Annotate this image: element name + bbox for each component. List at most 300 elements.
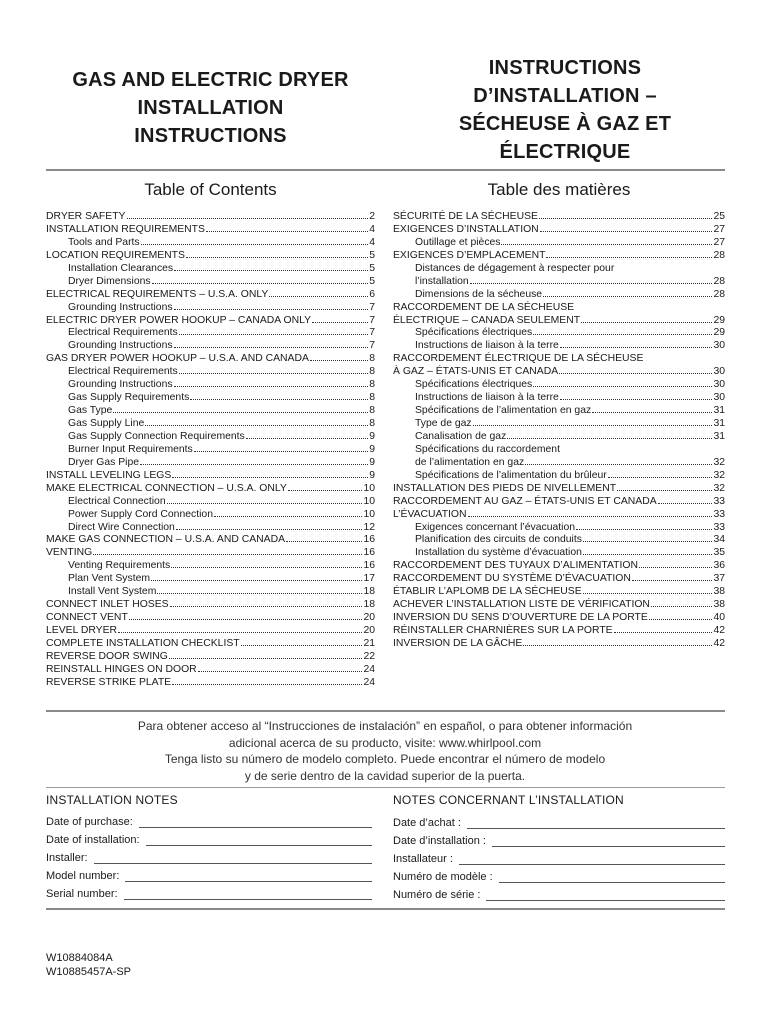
toc-entry-label: Outillage et pièces [415,236,501,248]
toc-page-number: 28 [713,288,725,300]
toc-entry[interactable] [46,586,375,599]
title-line: INSTRUCTIONS [134,125,287,147]
toc-entry-label: Spécifications de l’alimentation en gaz [415,405,592,417]
toc-leader-dots [533,334,712,335]
toc-page-number: 32 [713,469,725,481]
toc-entry[interactable] [393,457,725,470]
toc-entry-label: ACHEVER L’INSTALLATION LISTE DE VÉRIFICATION [393,599,650,611]
toc-entry[interactable] [393,509,725,522]
toc-leader-dots [169,658,363,659]
toc-entry[interactable] [46,366,375,379]
toc-entry[interactable] [393,560,725,573]
toc-entry[interactable] [46,379,375,392]
toc-entry[interactable] [46,560,375,573]
toc-entry[interactable] [393,599,725,612]
toc-leader-dots [559,373,712,374]
toc-entry[interactable] [393,470,725,483]
toc-entry[interactable] [46,677,375,690]
toc-page-number: 29 [713,314,725,326]
title-line: INSTRUCTIONS [488,57,642,79]
toc-leader-dots [118,632,362,633]
toc-leader-dots [614,632,713,633]
toc-leader-dots [608,477,713,478]
toc-entry-label: RACCORDEMENT DES TUYAUX D’ALIMENTATION [393,560,638,572]
toc-entry[interactable] [46,276,375,289]
toc-entry-label: À GAZ – ÉTATS-UNIS ET CANADA [393,366,559,378]
toc-page-number: 31 [713,430,725,442]
divider-top [46,169,725,171]
toc-page-number: 42 [713,637,725,649]
installation-notes-heading: INSTALLATION NOTES [46,793,178,807]
toc-leader-dots [206,231,368,232]
info-line: Tenga listo su número de modelo completo. Puede encontrar el número de modelo [164,752,606,766]
toc-leader-dots [658,503,713,504]
divider-notes [46,787,725,788]
toc-entry[interactable] [393,444,725,457]
toc-leader-dots [617,490,712,491]
toc-page-number: 25 [713,211,725,222]
divider-middle [46,710,725,712]
toc-entry-label: Distances de dégagement à respecter pour [415,262,615,274]
toc-entry-label: ÉTABLIR L’APLOMB DE LA SÉCHEUSE [393,586,582,598]
toc-entry-label: LOCATION REQUIREMENTS [46,249,185,261]
toc-leader-dots [194,451,368,452]
toc-entry[interactable] [393,431,725,444]
toc-leader-dots [583,541,713,542]
numero-de-serie-field[interactable] [393,887,725,901]
field-label: Numéro de modèle : [393,871,493,883]
model-number-field[interactable] [46,868,372,882]
toc-leader-dots [140,464,368,465]
toc-entry[interactable] [46,263,375,276]
toc-entry[interactable] [393,302,725,315]
toc-page-number: 10 [363,495,375,507]
toc-entry-label: Installation du système d’évacuation [415,547,582,559]
toc-entry[interactable] [393,289,725,302]
toc-entry-label: RACCORDEMENT DE LA SÉCHEUSE [393,301,575,313]
toc-entry[interactable] [46,315,375,328]
toc-entry[interactable] [46,353,375,366]
toc-entry[interactable] [393,612,725,625]
field-label: Numéro de série : [393,889,481,901]
toc-entry-label: Dryer Dimensions [68,275,151,287]
toc-entry-label: COMPLETE INSTALLATION CHECKLIST [46,637,240,649]
document-number-sp: W10885457A-SP [46,966,131,978]
toc-page-number: 10 [363,482,375,494]
toc-entry-label: REINSTALL HINGES ON DOOR [46,663,197,675]
toc-leader-dots [523,645,712,646]
toc-leader-dots [179,373,368,374]
toc-entry[interactable] [393,263,725,276]
spanish-info-text [100,718,670,784]
toc-entry[interactable] [46,340,375,353]
toc-entry-label: RACCORDEMENT ÉLECTRIQUE DE LA SÉCHEUSE [393,353,644,365]
toc-entry[interactable] [393,405,725,418]
title-line: ÉLECTRIQUE [499,141,631,163]
toc-leader-dots [172,477,368,478]
toc-leader-dots [171,567,362,568]
toc-page-number: 18 [363,586,375,598]
toc-leader-dots [649,619,713,620]
field-label: Installer: [46,852,88,864]
toc-entry-label: Canalisation de gaz [415,430,507,442]
field-line[interactable] [139,817,372,828]
field-line[interactable] [146,835,372,846]
toc-leader-dots [592,412,712,413]
toc-leader-dots [533,386,712,387]
toc-entry-label: INVERSION DU SENS D’OUVERTURE DE LA PORTE [393,612,648,624]
toc-entry-label: Spécifications électriques [415,379,533,391]
toc-leader-dots [172,684,362,685]
toc-entry-label: Exigences concernant l’évacuation [415,521,575,533]
toc-page-number: 30 [713,340,725,352]
toc-entry-label: Power Supply Cord Connection [68,508,213,520]
toc-page-number: 18 [363,599,375,611]
field-line[interactable] [492,836,725,847]
toc-entry-label: Burner Input Requirements [68,443,193,455]
toc-entry-label: CONNECT INLET HOSES [46,599,169,611]
toc-page-number: 42 [713,625,725,636]
toc-entry-label: Gas Supply Connection Requirements [68,430,245,442]
toc-entry[interactable] [46,638,375,651]
toc-entry-label: SÉCURITÉ DE LA SÉCHEUSE [393,211,538,222]
toc-heading-french: Table des matières [487,180,631,199]
toc-page-number: 37 [713,573,725,585]
toc-entry[interactable] [46,405,375,418]
toc-leader-dots [127,218,369,219]
toc-entry[interactable] [46,612,375,625]
toc-page-number: 8 [369,366,375,378]
toc-page-number: 28 [713,275,725,287]
toc-page-number: 34 [713,534,725,546]
toc-entry-label: INSTALLATION REQUIREMENTS [46,223,205,235]
toc-leader-dots [310,360,368,361]
title-line: SÉCHEUSE À GAZ ET [458,113,672,135]
toc-entry-label: L’ÉVACUATION [393,508,467,520]
toc-entry-label: Dryer Gas Pipe [68,456,140,468]
toc-leader-dots [129,619,363,620]
field-line[interactable] [467,818,725,829]
toc-leader-dots [507,438,712,439]
toc-leader-dots [198,671,363,672]
toc-leader-dots [632,580,713,581]
toc-entry[interactable] [393,276,725,289]
info-line: y de serie dentro de la cavidad superior de la puerta. [244,768,526,783]
toc-page-number: 20 [363,625,375,636]
title-english [46,66,375,150]
toc-leader-dots [241,645,363,646]
installateur-field[interactable] [393,851,725,865]
toc-leader-dots [543,296,712,297]
toc-entry[interactable] [393,573,725,586]
toc-leader-dots [539,218,713,219]
toc-entry-label: Instructions de liaison à la terre [415,392,559,404]
toc-page-number: 8 [369,353,375,365]
toc-entry-label: Grounding Instructions [68,379,173,391]
toc-leader-dots [560,399,713,400]
toc-entry[interactable] [46,599,375,612]
toc-entry-label: MAKE ELECTRICAL CONNECTION – U.S.A. ONLY [46,482,287,494]
toc-entry-label: ÉLECTRIQUE – CANADA SEULEMENT [393,314,581,326]
toc-leader-dots [93,554,362,555]
field-label: Installateur : [393,853,453,865]
toc-entry[interactable] [393,392,725,405]
field-label: Date d’installation : [393,835,486,847]
toc-entry[interactable] [393,353,725,366]
toc-leader-dots [473,425,713,426]
toc-entry-label: CONNECT VENT [46,612,128,624]
toc-page-number: 9 [369,469,375,481]
toc-entry-label: Install Vent System [68,586,157,598]
toc-leader-dots [583,593,713,594]
toc-page-number: 27 [713,236,725,248]
toc-page-number: 7 [369,301,375,313]
toc-entry-label: INSTALLATION DES PIEDS DE NIVELLEMENT [393,482,617,494]
toc-page-number: 16 [363,560,375,572]
field-line[interactable] [486,890,725,901]
toc-page-number: 9 [369,456,375,468]
toc-entry-label: Spécifications du raccordement [415,443,560,455]
toc-entry[interactable] [393,418,725,431]
toc-entry-label: RACCORDEMENT DU SYSTÈME D’ÉVACUATION [393,573,631,585]
toc-entry-label: Spécifications électriques [415,327,533,339]
toc-heading-english: Table of Contents [144,180,277,199]
toc-page-number: 8 [369,379,375,391]
toc-leader-dots [651,606,713,607]
toc-page-number: 4 [369,223,375,235]
toc-page-number: 10 [363,508,375,520]
toc-entry[interactable] [46,496,375,509]
field-line[interactable] [94,853,372,864]
toc-leader-dots [170,606,363,607]
toc-page-number: 8 [369,405,375,417]
toc-leader-dots [145,425,368,426]
toc-entry[interactable] [46,509,375,522]
toc-entry[interactable] [393,625,725,638]
toc-entry-label: EXIGENCES D’EMPLACEMENT [393,249,546,261]
toc-entry[interactable] [393,379,725,392]
title-french [420,54,710,166]
toc-leader-dots [152,283,369,284]
toc-entry[interactable] [46,444,375,457]
toc-entry[interactable] [393,211,725,224]
toc-entry-label: Gas Supply Line [68,418,145,429]
toc-entry-label: Electrical Connection [68,495,166,507]
toc-entry-label: ELECTRICAL REQUIREMENTS – U.S.A. ONLY [46,288,269,300]
toc-entry[interactable] [393,483,725,496]
toc-page-number: 31 [713,405,725,417]
serial-number-field[interactable] [46,886,372,900]
toc-page-number: 33 [713,508,725,520]
toc-entry-label: Planification des circuits de conduits [415,534,582,546]
toc-entry[interactable] [46,664,375,677]
toc-entry[interactable] [46,457,375,470]
toc-page-number: 29 [713,327,725,339]
toc-page-number: 32 [713,482,725,494]
toc-entry[interactable] [46,547,375,560]
title-line: D’INSTALLATION – [473,85,657,107]
toc-page-number: 24 [363,676,375,688]
toc-entry-label: REVERSE DOOR SWING [46,650,168,662]
toc-entry[interactable] [46,289,375,302]
toc-page-number: 5 [369,249,375,261]
toc-entry-label: Spécifications de l’alimentation du brûleur [415,469,607,481]
toc-entry[interactable] [393,522,725,535]
toc-leader-dots [501,244,712,245]
date-installation-field[interactable] [393,833,725,847]
toc-leader-dots [179,334,368,335]
toc-entry[interactable] [393,366,725,379]
toc-entry[interactable] [393,638,725,651]
toc-page-number: 20 [363,612,375,624]
field-line[interactable] [125,871,372,882]
toc-leader-dots [113,412,368,413]
toc-entry[interactable] [393,250,725,263]
toc-entry[interactable] [46,625,375,638]
toc-leader-dots [468,516,713,517]
toc-entry-label: l’installation [415,275,469,287]
toc-entry[interactable] [46,431,375,444]
toc-entry[interactable] [46,573,375,586]
toc-page-number: 7 [369,340,375,352]
toc-page-number: 35 [713,547,725,559]
toc-entry[interactable] [393,224,725,237]
toc-page-number: 5 [369,262,375,274]
field-label: Date d’achat : [393,817,461,829]
toc-list-english [46,211,375,690]
date-achat-field[interactable] [393,815,725,829]
toc-entry[interactable] [393,340,725,353]
toc-entry-label: Type de gaz [415,418,472,429]
toc-page-number: 40 [713,612,725,624]
toc-entry[interactable] [46,250,375,263]
document-number: W10884084A [46,952,113,964]
toc-page-number: 16 [363,534,375,546]
field-label: Date of installation: [46,834,140,846]
toc-entry[interactable] [46,237,375,250]
toc-leader-dots [581,322,712,323]
toc-page-number: 4 [369,236,375,248]
toc-leader-dots [174,270,368,271]
field-line[interactable] [499,872,725,883]
toc-leader-dots [288,490,363,491]
toc-entry-label: Instructions de liaison à la terre [415,340,559,352]
toc-leader-dots [157,593,362,594]
toc-page-number: 36 [713,560,725,572]
toc-entry[interactable] [46,392,375,405]
toc-entry-label: Gas Type [68,405,113,417]
toc-entry[interactable] [393,496,725,509]
toc-entry[interactable] [46,534,375,547]
toc-entry-label: DRYER SAFETY [46,211,126,222]
toc-entry[interactable] [46,522,375,535]
toc-leader-dots [167,503,363,504]
toc-entry-label: RÉINSTALLER CHARNIÈRES SUR LA PORTE [393,625,613,636]
toc-page-number: 33 [713,495,725,507]
toc-leader-dots [639,567,712,568]
toc-leader-dots [190,399,368,400]
toc-page-number: 32 [713,456,725,468]
toc-list-french [393,211,725,651]
toc-leader-dots [312,322,368,323]
toc-entry-label: INVERSION DE LA GÂCHE [393,637,523,649]
toc-leader-dots [576,529,712,530]
toc-entry[interactable] [46,327,375,340]
date-of-installation-field[interactable] [46,832,372,846]
toc-leader-dots [214,516,362,517]
toc-entry[interactable] [393,534,725,547]
toc-entry[interactable] [393,586,725,599]
toc-entry-label: Gas Supply Requirements [68,392,190,404]
info-line: adicional acerca de su producto, visite: www.whirlpool.com [228,735,542,750]
toc-page-number: 9 [369,430,375,442]
toc-page-number: 30 [713,379,725,391]
toc-entry-label: Electrical Requirements [68,327,178,339]
toc-entry[interactable] [46,211,375,224]
toc-leader-dots [269,296,368,297]
field-line[interactable] [459,854,725,865]
toc-entry-label: Venting Requirements [68,560,171,572]
toc-entry[interactable] [46,224,375,237]
toc-page-number: 22 [363,650,375,662]
numero-de-modele-field[interactable] [393,869,725,883]
toc-leader-dots [174,347,369,348]
field-line[interactable] [124,889,372,900]
toc-page-number: 28 [713,249,725,261]
toc-page-number: 38 [713,586,725,598]
installer-field[interactable] [46,850,372,864]
toc-entry-label: Grounding Instructions [68,340,173,352]
toc-leader-dots [286,541,362,542]
toc-entry[interactable] [393,327,725,340]
toc-entry-label: Direct Wire Connection [68,521,175,533]
toc-entry[interactable] [46,418,375,431]
date-of-purchase-field[interactable] [46,814,372,828]
toc-entry-label: Plan Vent System [68,573,151,585]
toc-page-number: 8 [369,418,375,429]
toc-page-number: 17 [363,573,375,585]
toc-page-number: 21 [363,637,375,649]
toc-entry[interactable] [393,237,725,250]
toc-page-number: 30 [713,366,725,378]
toc-entry-label: Grounding Instructions [68,301,173,313]
toc-entry-label: Installation Clearances [68,262,174,274]
toc-entry[interactable] [46,651,375,664]
toc-leader-dots [246,438,368,439]
toc-entry-label: MAKE GAS CONNECTION – U.S.A. AND CANADA [46,534,286,546]
toc-entry-label: RACCORDEMENT AU GAZ – ÉTATS-UNIS ET CANADA [393,495,657,507]
toc-page-number: 33 [713,521,725,533]
title-line: INSTALLATION [137,97,284,119]
toc-leader-dots [546,257,712,258]
toc-entry[interactable] [46,302,375,315]
info-line: Para obtener acceso al “Instrucciones de instalación” en español, o para obtener información [137,719,633,733]
toc-entry-label: REVERSE STRIKE PLATE [46,676,172,688]
toc-entry[interactable] [393,547,725,560]
toc-entry[interactable] [46,470,375,483]
toc-entry-label: LEVEL DRYER [46,625,118,636]
toc-entry[interactable] [393,315,725,328]
toc-entry-label: GAS DRYER POWER HOOKUP – U.S.A. AND CANADA [46,353,309,365]
toc-leader-dots [176,529,363,530]
toc-entry[interactable] [46,483,375,496]
toc-page-number: 7 [369,327,375,339]
toc-leader-dots [583,554,713,555]
toc-leader-dots [174,386,369,387]
toc-entry-label: VENTING [46,547,93,559]
field-label: Date of purchase: [46,816,133,828]
toc-page-number: 7 [369,314,375,326]
